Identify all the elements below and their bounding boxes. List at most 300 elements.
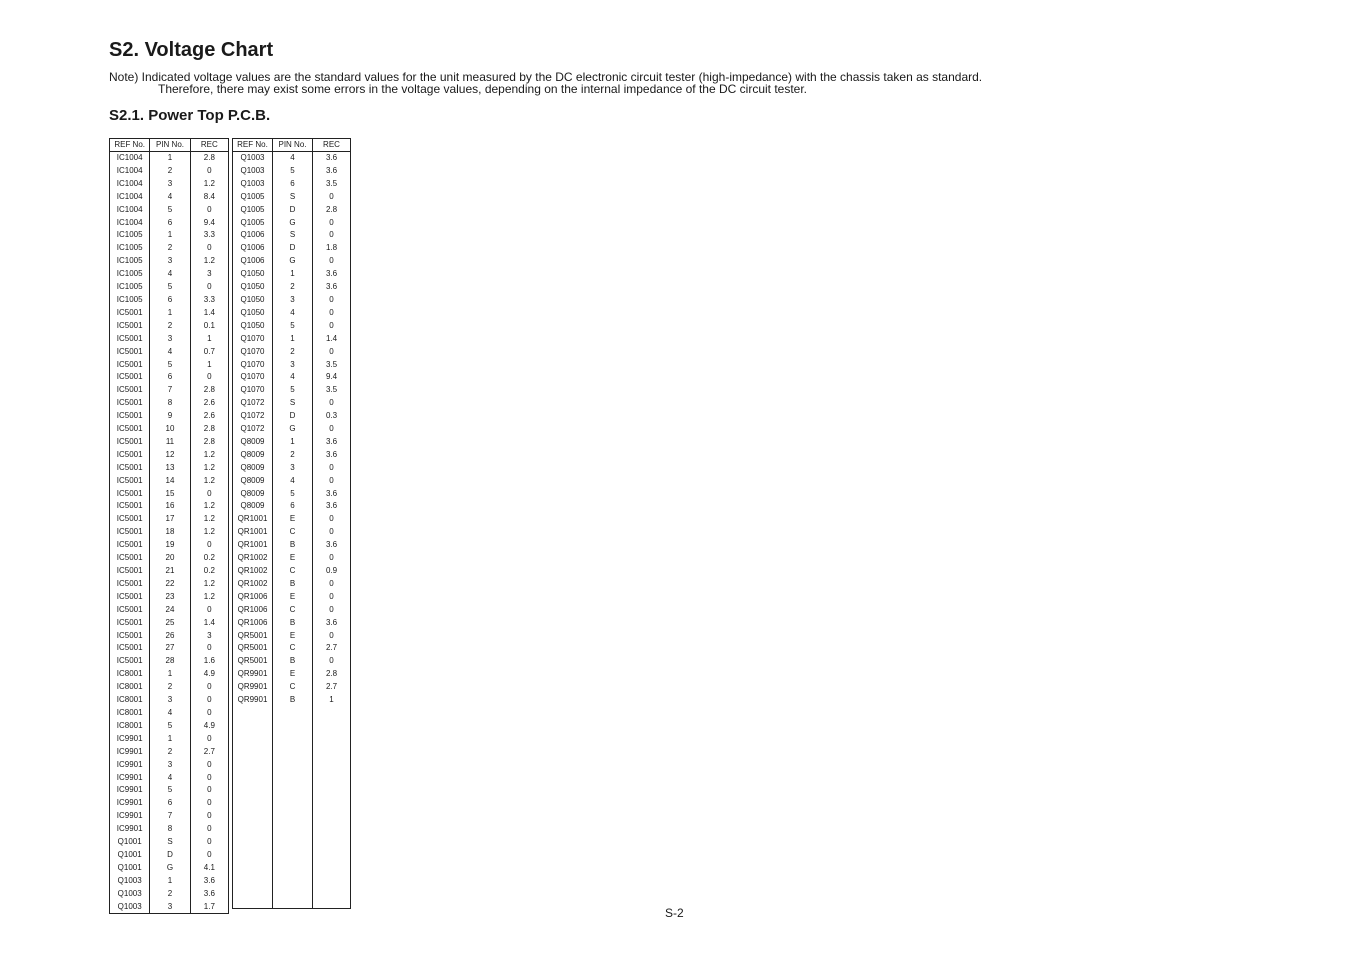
- ref-no-cell: Q1072: [233, 397, 273, 410]
- pin-no-cell: 16: [150, 500, 190, 513]
- rec-cell: 0: [313, 475, 351, 488]
- pin-no-cell: D: [150, 849, 190, 862]
- ref-no-cell: IC1004: [110, 165, 150, 178]
- rec-cell: 1.2: [190, 500, 228, 513]
- ref-no-cell: IC5001: [110, 410, 150, 423]
- rec-cell: 1: [190, 333, 228, 346]
- rec-cell: 0: [313, 229, 351, 242]
- ref-no-cell: Q1001: [110, 836, 150, 849]
- pin-no-cell: 2: [150, 165, 190, 178]
- empty-cell: [150, 913, 190, 914]
- ref-no-cell: Q1072: [233, 423, 273, 436]
- ref-no-cell: IC1005: [110, 268, 150, 281]
- pin-no-cell: 18: [150, 526, 190, 539]
- pin-no-cell: 2: [150, 888, 190, 901]
- ref-no-cell: Q8009: [233, 500, 273, 513]
- rec-cell: 0: [190, 281, 228, 294]
- table-row: [110, 229, 229, 242]
- table-row: [110, 539, 229, 552]
- pin-no-cell: 1: [150, 229, 190, 242]
- rec-cell: 0: [313, 294, 351, 307]
- ref-no-cell: QR1002: [233, 578, 273, 591]
- table-row: [233, 694, 351, 707]
- ref-no-cell: QR9901: [233, 681, 273, 694]
- rec-cell: 1.2: [190, 513, 228, 526]
- table-row: [110, 204, 229, 217]
- pin-no-cell: E: [273, 668, 313, 681]
- ref-no-cell: QR9901: [233, 668, 273, 681]
- table-row: [110, 436, 229, 449]
- table-row: [233, 668, 351, 681]
- rec-cell: 3.6: [313, 268, 351, 281]
- table-row: [110, 513, 229, 526]
- rec-cell: 0: [313, 346, 351, 359]
- table-row: [233, 359, 351, 372]
- pin-no-cell: 3: [150, 333, 190, 346]
- rec-cell: 0: [190, 810, 228, 823]
- rec-cell: 3.6: [313, 165, 351, 178]
- ref-no-cell: Q8009: [233, 436, 273, 449]
- table-row: [110, 707, 229, 720]
- rec-cell: 2.7: [190, 746, 228, 759]
- pin-no-cell: 6: [150, 217, 190, 230]
- pin-no-cell: 6: [273, 500, 313, 513]
- rec-cell: 3.5: [313, 384, 351, 397]
- table-row: [233, 423, 351, 436]
- table-row: [110, 720, 229, 733]
- pin-no-cell: 10: [150, 423, 190, 436]
- rec-cell: 3.6: [313, 449, 351, 462]
- rec-cell: 0: [190, 797, 228, 810]
- ref-no-cell: Q8009: [233, 462, 273, 475]
- ref-no-cell: IC5001: [110, 307, 150, 320]
- empty-cell: [190, 913, 228, 914]
- pin-no-cell: 4: [150, 268, 190, 281]
- ref-no-cell: Q8009: [233, 488, 273, 501]
- rec-cell: 0.3: [313, 410, 351, 423]
- table-row: [233, 294, 351, 307]
- rec-cell: 1.4: [313, 333, 351, 346]
- rec-cell: 8.4: [190, 191, 228, 204]
- table-row: [233, 462, 351, 475]
- table-row: [110, 475, 229, 488]
- table-body: [110, 152, 229, 914]
- ref-no-cell: IC5001: [110, 526, 150, 539]
- ref-no-cell: Q1050: [233, 307, 273, 320]
- ref-no-cell: IC9901: [110, 797, 150, 810]
- ref-no-cell: IC5001: [110, 371, 150, 384]
- header-rec: REC: [313, 139, 351, 152]
- rec-cell: 0: [190, 488, 228, 501]
- pin-no-cell: 7: [150, 384, 190, 397]
- table-row: [233, 255, 351, 268]
- ref-no-cell: QR1006: [233, 591, 273, 604]
- ref-no-cell: IC8001: [110, 681, 150, 694]
- ref-no-cell: IC9901: [110, 823, 150, 836]
- ref-no-cell: Q1050: [233, 281, 273, 294]
- ref-no-cell: Q1003: [110, 901, 150, 914]
- pin-no-cell: C: [273, 565, 313, 578]
- table-row: [233, 410, 351, 423]
- rec-cell: 2.7: [313, 642, 351, 655]
- ref-no-cell: IC8001: [110, 720, 150, 733]
- pin-no-cell: 1: [273, 268, 313, 281]
- rec-cell: 0: [190, 823, 228, 836]
- ref-no-cell: Q1070: [233, 359, 273, 372]
- pin-no-cell: 3: [150, 255, 190, 268]
- section-subtitle: S2.1. Power Top P.C.B.: [109, 107, 271, 124]
- ref-no-cell: IC9901: [110, 759, 150, 772]
- table-filler-row: [233, 707, 351, 909]
- rec-cell: 3.6: [190, 888, 228, 901]
- pin-no-cell: 21: [150, 565, 190, 578]
- rec-cell: 0: [190, 849, 228, 862]
- rec-cell: 3.6: [313, 500, 351, 513]
- pin-no-cell: C: [273, 604, 313, 617]
- pin-no-cell: 1: [273, 333, 313, 346]
- ref-no-cell: IC5001: [110, 604, 150, 617]
- table-row: [110, 191, 229, 204]
- empty-cell: [110, 913, 150, 914]
- pin-no-cell: G: [273, 255, 313, 268]
- rec-cell: 2.8: [190, 384, 228, 397]
- table-row: [110, 488, 229, 501]
- table-row: [233, 268, 351, 281]
- table-row: [233, 513, 351, 526]
- rec-cell: 1.2: [190, 178, 228, 191]
- table-row: [233, 578, 351, 591]
- table-header-row: [233, 139, 351, 152]
- rec-cell: 0: [190, 772, 228, 785]
- ref-no-cell: IC1005: [110, 242, 150, 255]
- pin-no-cell: 4: [150, 191, 190, 204]
- table-row: [110, 281, 229, 294]
- ref-no-cell: IC5001: [110, 565, 150, 578]
- table-row: [233, 539, 351, 552]
- empty-cell: [273, 707, 313, 909]
- pin-no-cell: B: [273, 539, 313, 552]
- pin-no-cell: 3: [150, 759, 190, 772]
- pin-no-cell: 5: [150, 204, 190, 217]
- rec-cell: 1.2: [190, 591, 228, 604]
- rec-cell: 0.9: [313, 565, 351, 578]
- pin-no-cell: 24: [150, 604, 190, 617]
- pin-no-cell: 23: [150, 591, 190, 604]
- rec-cell: 0: [313, 320, 351, 333]
- ref-no-cell: IC5001: [110, 384, 150, 397]
- table-row: [233, 655, 351, 668]
- rec-cell: 0: [313, 307, 351, 320]
- ref-no-cell: Q1003: [110, 888, 150, 901]
- ref-no-cell: QR5001: [233, 642, 273, 655]
- rec-cell: 0: [190, 784, 228, 797]
- rec-cell: 0: [313, 655, 351, 668]
- pin-no-cell: 5: [273, 165, 313, 178]
- pin-no-cell: G: [273, 217, 313, 230]
- table-row: [110, 888, 229, 901]
- rec-cell: 0: [313, 255, 351, 268]
- rec-cell: 1.4: [190, 307, 228, 320]
- table-row: [110, 526, 229, 539]
- pin-no-cell: 4: [150, 346, 190, 359]
- pin-no-cell: 6: [150, 371, 190, 384]
- rec-cell: 0: [313, 423, 351, 436]
- rec-cell: 9.4: [190, 217, 228, 230]
- ref-no-cell: Q1070: [233, 346, 273, 359]
- pin-no-cell: 20: [150, 552, 190, 565]
- table-row: [110, 371, 229, 384]
- table-row: [233, 500, 351, 513]
- ref-no-cell: IC5001: [110, 513, 150, 526]
- pin-no-cell: D: [273, 242, 313, 255]
- ref-no-cell: IC5001: [110, 462, 150, 475]
- rec-cell: 0: [313, 191, 351, 204]
- ref-no-cell: Q1006: [233, 242, 273, 255]
- table-row: [110, 823, 229, 836]
- pin-no-cell: 5: [150, 281, 190, 294]
- ref-no-cell: Q1005: [233, 217, 273, 230]
- ref-no-cell: IC5001: [110, 578, 150, 591]
- rec-cell: 1.2: [190, 526, 228, 539]
- rec-cell: 0.1: [190, 320, 228, 333]
- rec-cell: 0: [190, 371, 228, 384]
- rec-cell: 3.6: [190, 875, 228, 888]
- table-row: [233, 565, 351, 578]
- rec-cell: 1.8: [313, 242, 351, 255]
- table-row: [110, 552, 229, 565]
- table-row: [233, 642, 351, 655]
- pin-no-cell: 6: [150, 797, 190, 810]
- table-row: [233, 617, 351, 630]
- rec-cell: 0: [190, 681, 228, 694]
- table-row: [233, 165, 351, 178]
- pin-no-cell: 19: [150, 539, 190, 552]
- rec-cell: 2.8: [190, 423, 228, 436]
- table-row: [110, 500, 229, 513]
- table-row: [110, 333, 229, 346]
- rec-cell: 3.6: [313, 281, 351, 294]
- rec-cell: 0: [313, 397, 351, 410]
- table-row: [233, 552, 351, 565]
- pin-no-cell: 8: [150, 823, 190, 836]
- ref-no-cell: Q1003: [233, 165, 273, 178]
- pin-no-cell: B: [273, 617, 313, 630]
- rec-cell: 2.6: [190, 410, 228, 423]
- pin-no-cell: 1: [150, 875, 190, 888]
- table-row: [110, 410, 229, 423]
- table-row: [233, 384, 351, 397]
- table-row: [110, 604, 229, 617]
- table-row: [110, 630, 229, 643]
- ref-no-cell: IC5001: [110, 449, 150, 462]
- table-row: [110, 359, 229, 372]
- table-row: [110, 733, 229, 746]
- rec-cell: 2.8: [190, 436, 228, 449]
- pin-no-cell: 17: [150, 513, 190, 526]
- pin-no-cell: 22: [150, 578, 190, 591]
- rec-cell: 1: [313, 694, 351, 707]
- ref-no-cell: Q1006: [233, 255, 273, 268]
- ref-no-cell: IC9901: [110, 772, 150, 785]
- ref-no-cell: Q1050: [233, 268, 273, 281]
- ref-no-cell: IC5001: [110, 539, 150, 552]
- ref-no-cell: Q1003: [233, 178, 273, 191]
- table-row: [233, 229, 351, 242]
- rec-cell: 1: [190, 359, 228, 372]
- table-row: [110, 307, 229, 320]
- rec-cell: 3.6: [313, 436, 351, 449]
- ref-no-cell: Q1072: [233, 410, 273, 423]
- ref-no-cell: IC1005: [110, 294, 150, 307]
- pin-no-cell: 5: [150, 359, 190, 372]
- pin-no-cell: E: [273, 630, 313, 643]
- ref-no-cell: IC5001: [110, 552, 150, 565]
- table-row: [110, 655, 229, 668]
- pin-no-cell: 12: [150, 449, 190, 462]
- table-row: [110, 746, 229, 759]
- rec-cell: 0: [190, 707, 228, 720]
- table-row: [233, 333, 351, 346]
- pin-no-cell: 3: [150, 178, 190, 191]
- table-row: [233, 475, 351, 488]
- ref-no-cell: IC5001: [110, 423, 150, 436]
- rec-cell: 3.5: [313, 178, 351, 191]
- pin-no-cell: C: [273, 642, 313, 655]
- ref-no-cell: IC5001: [110, 642, 150, 655]
- pin-no-cell: C: [273, 681, 313, 694]
- rec-cell: 2.8: [313, 668, 351, 681]
- table-row: [110, 772, 229, 785]
- table-row: [233, 681, 351, 694]
- rec-cell: 3.5: [313, 359, 351, 372]
- rec-cell: 3.6: [313, 617, 351, 630]
- rec-cell: 4.9: [190, 668, 228, 681]
- table-row: [110, 797, 229, 810]
- table-row: [110, 862, 229, 875]
- rec-cell: 0: [313, 526, 351, 539]
- table-row: [110, 384, 229, 397]
- rec-cell: 1.7: [190, 901, 228, 914]
- note-line-2: Therefore, there may exist some errors in the voltage values, depending on the internal impedance of the DC circuit tester.: [158, 82, 808, 96]
- rec-cell: 3.6: [313, 488, 351, 501]
- pin-no-cell: 4: [273, 475, 313, 488]
- pin-no-cell: 3: [273, 462, 313, 475]
- pin-no-cell: 8: [150, 397, 190, 410]
- empty-cell: [233, 707, 273, 909]
- table-body: [233, 152, 351, 909]
- ref-no-cell: IC8001: [110, 668, 150, 681]
- ref-no-cell: Q8009: [233, 449, 273, 462]
- rec-cell: 3.6: [313, 152, 351, 165]
- pin-no-cell: 1: [150, 733, 190, 746]
- ref-no-cell: IC9901: [110, 746, 150, 759]
- page-number: S-2: [665, 906, 684, 920]
- ref-no-cell: QR1001: [233, 539, 273, 552]
- pin-no-cell: S: [150, 836, 190, 849]
- table-row: [110, 268, 229, 281]
- ref-no-cell: IC9901: [110, 810, 150, 823]
- header-pin-no: PIN No.: [273, 139, 313, 152]
- ref-no-cell: QR1002: [233, 552, 273, 565]
- rec-cell: 1.2: [190, 578, 228, 591]
- pin-no-cell: D: [273, 204, 313, 217]
- pin-no-cell: 4: [273, 152, 313, 165]
- pin-no-cell: 13: [150, 462, 190, 475]
- ref-no-cell: IC5001: [110, 500, 150, 513]
- rec-cell: 3.3: [190, 294, 228, 307]
- rec-cell: 1.2: [190, 449, 228, 462]
- ref-no-cell: Q1070: [233, 384, 273, 397]
- ref-no-cell: IC8001: [110, 707, 150, 720]
- table-row: [233, 178, 351, 191]
- rec-cell: 4.1: [190, 862, 228, 875]
- ref-no-cell: IC1004: [110, 191, 150, 204]
- pin-no-cell: 2: [273, 346, 313, 359]
- pin-no-cell: 14: [150, 475, 190, 488]
- rec-cell: 0: [190, 694, 228, 707]
- pin-no-cell: 28: [150, 655, 190, 668]
- ref-no-cell: IC8001: [110, 694, 150, 707]
- rec-cell: 0.2: [190, 565, 228, 578]
- table-row: [233, 281, 351, 294]
- pin-no-cell: 2: [150, 320, 190, 333]
- rec-cell: 1.2: [190, 255, 228, 268]
- ref-no-cell: IC9901: [110, 784, 150, 797]
- ref-no-cell: IC1005: [110, 281, 150, 294]
- pin-no-cell: 3: [273, 294, 313, 307]
- rec-cell: 2.7: [313, 681, 351, 694]
- table-row: [233, 346, 351, 359]
- rec-cell: 0.7: [190, 346, 228, 359]
- rec-cell: 0.2: [190, 552, 228, 565]
- table-row: [110, 759, 229, 772]
- table-row: [110, 681, 229, 694]
- rec-cell: 0: [190, 642, 228, 655]
- ref-no-cell: Q1001: [110, 849, 150, 862]
- ref-no-cell: IC1004: [110, 217, 150, 230]
- ref-no-cell: QR9901: [233, 694, 273, 707]
- rec-cell: 0: [190, 242, 228, 255]
- pin-no-cell: 6: [150, 294, 190, 307]
- pin-no-cell: S: [273, 229, 313, 242]
- rec-cell: 0: [190, 604, 228, 617]
- rec-cell: 3: [190, 268, 228, 281]
- table-row: [110, 423, 229, 436]
- rec-cell: 0: [313, 591, 351, 604]
- ref-no-cell: Q1070: [233, 333, 273, 346]
- ref-no-cell: QR1002: [233, 565, 273, 578]
- pin-no-cell: 25: [150, 617, 190, 630]
- rec-cell: 0: [313, 552, 351, 565]
- rec-cell: 3.3: [190, 229, 228, 242]
- ref-no-cell: IC5001: [110, 655, 150, 668]
- pin-no-cell: 4: [273, 307, 313, 320]
- table-row: [110, 901, 229, 914]
- rec-cell: 0: [313, 604, 351, 617]
- pin-no-cell: S: [273, 191, 313, 204]
- table-row: [110, 591, 229, 604]
- table-row: [110, 320, 229, 333]
- ref-no-cell: IC5001: [110, 591, 150, 604]
- rec-cell: 0: [313, 630, 351, 643]
- ref-no-cell: IC5001: [110, 320, 150, 333]
- ref-no-cell: IC1004: [110, 204, 150, 217]
- table-filler-row: [110, 913, 229, 914]
- rec-cell: 2.8: [313, 204, 351, 217]
- table-row: [110, 875, 229, 888]
- header-rec: REC: [190, 139, 228, 152]
- ref-no-cell: Q1005: [233, 191, 273, 204]
